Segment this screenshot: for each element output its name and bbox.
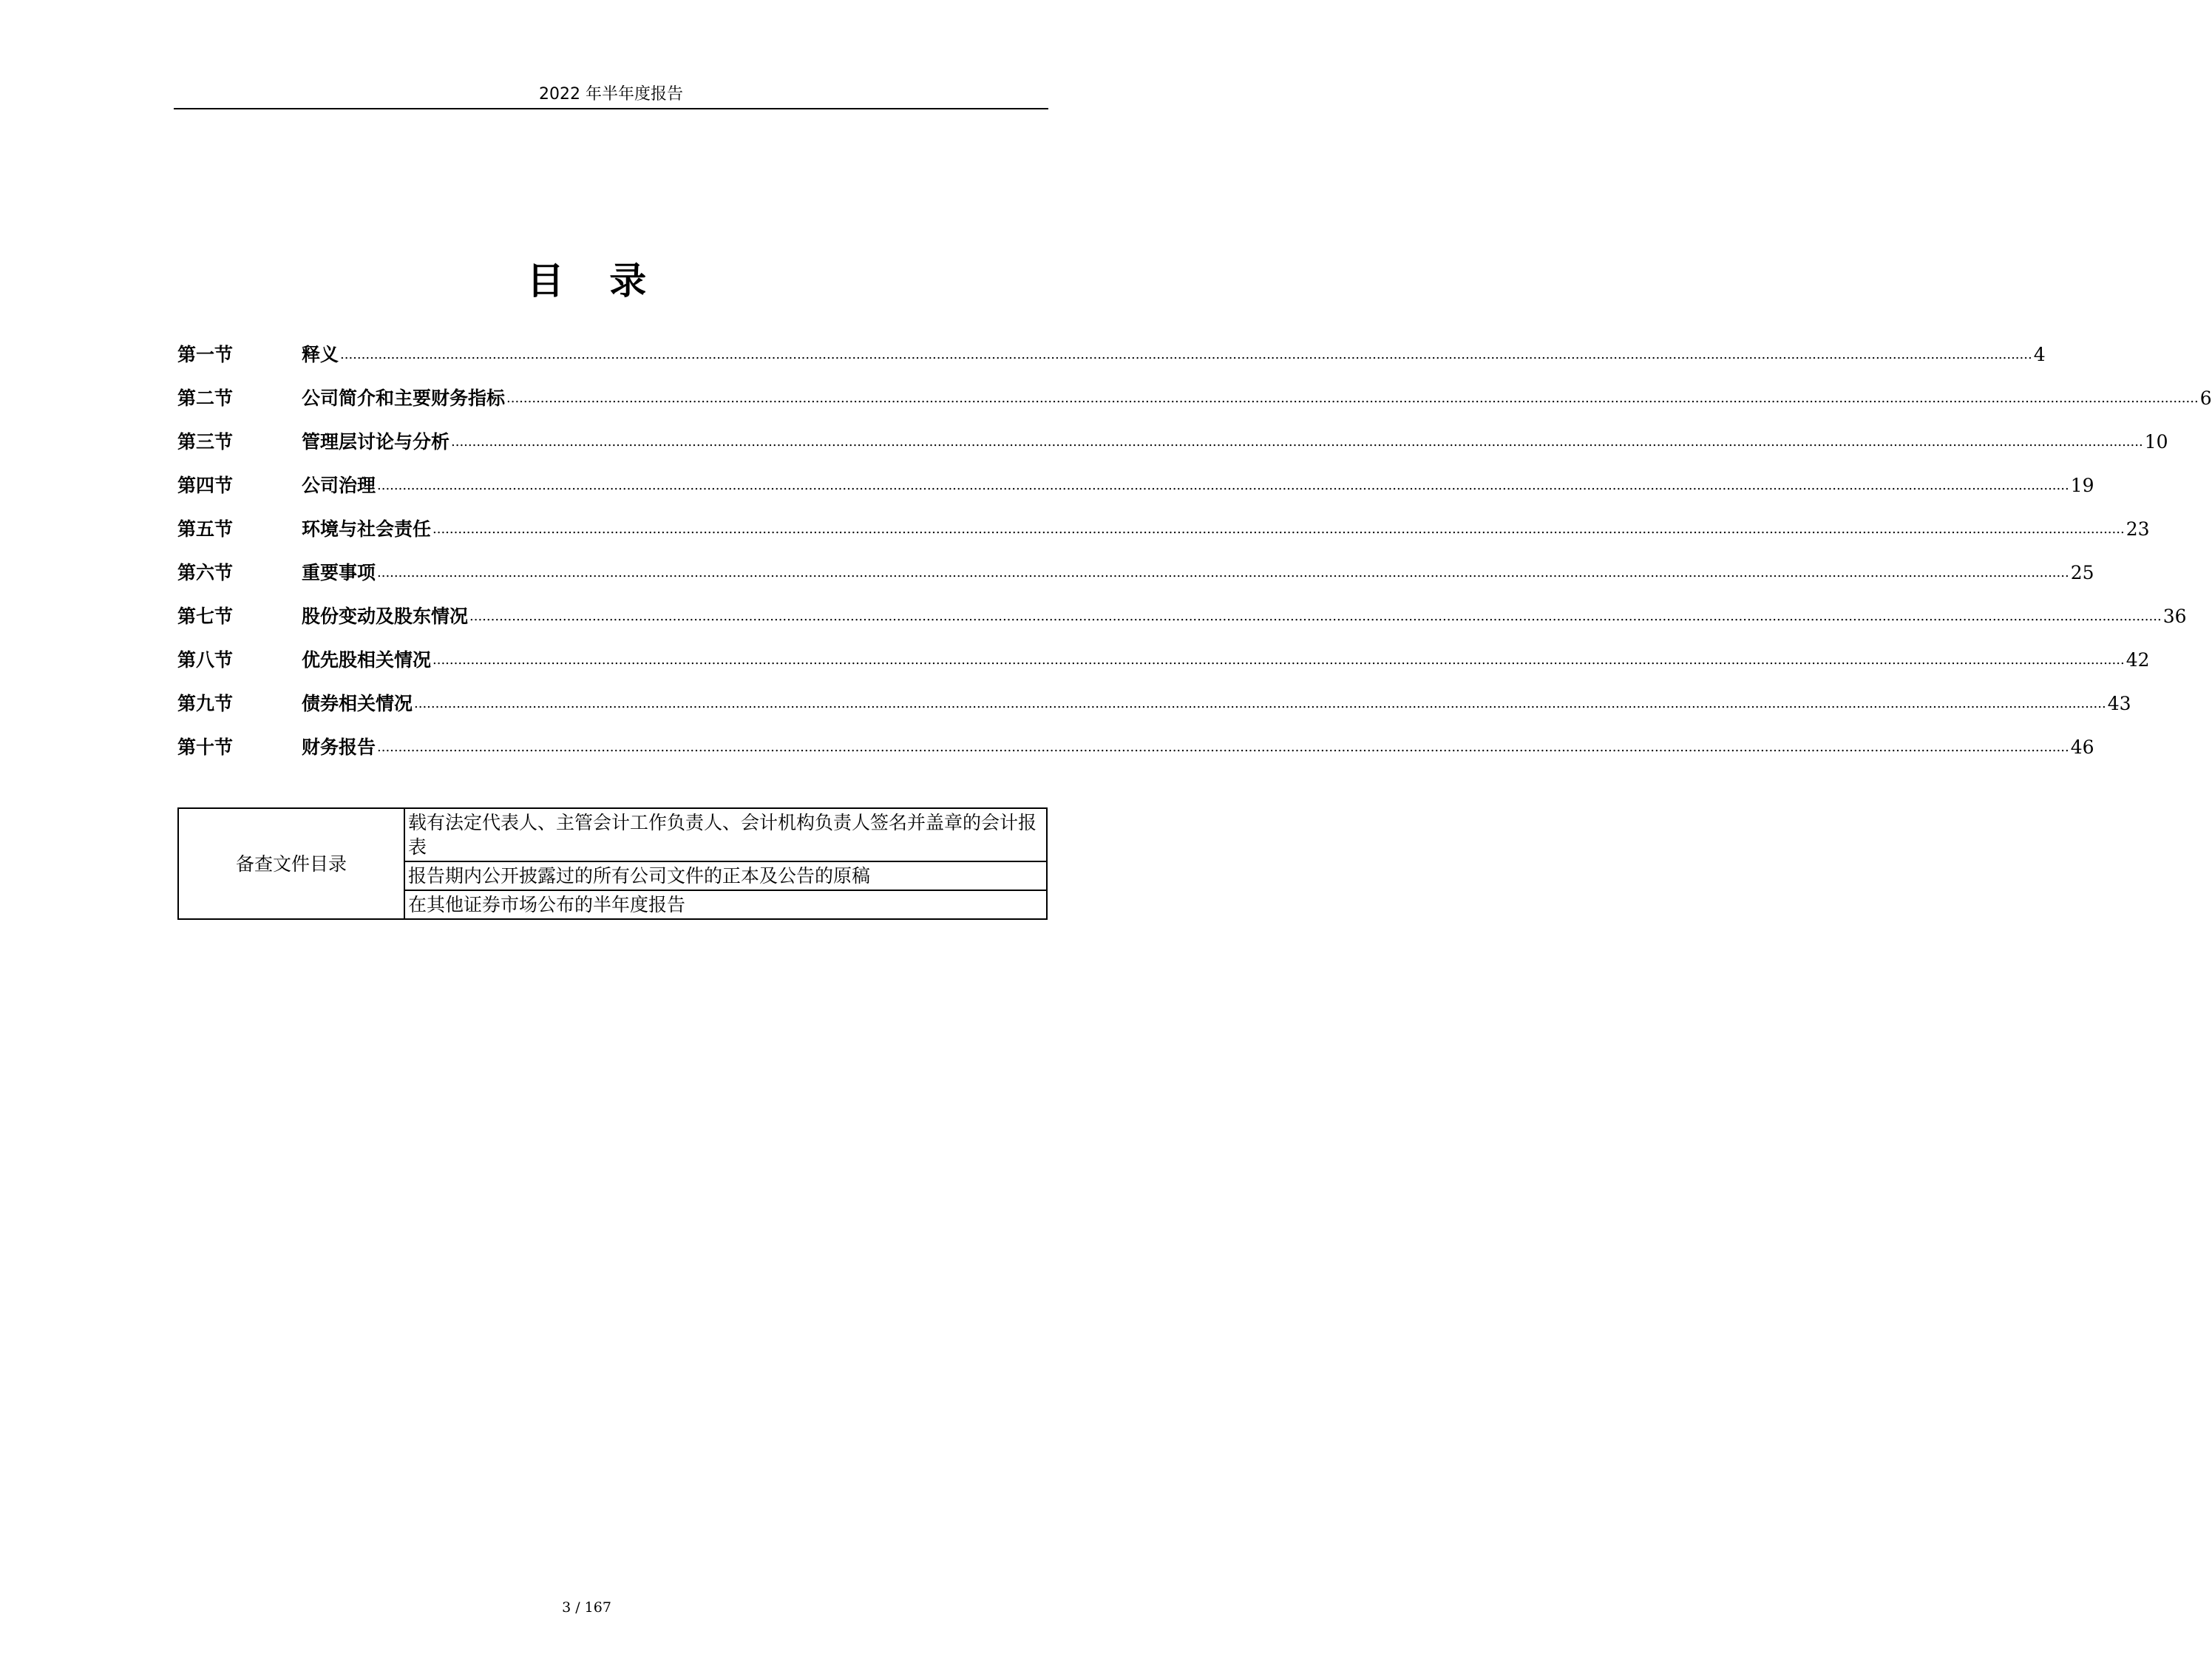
- reference-file-item: 载有法定代表人、主管会计工作负责人、会计机构负责人签名并盖章的会计报表: [404, 808, 1047, 861]
- toc-dot-leader: ................................................................................................................................................................................................................................................................................................................................................................................................................: [432, 521, 2125, 537]
- report-title: 2022 年半年度报告: [539, 85, 683, 104]
- toc-title: 目 录: [526, 260, 663, 302]
- toc-section: 第九节: [177, 693, 234, 714]
- reference-files-table: [177, 807, 1048, 920]
- toc-entry-name: 优先股相关情况: [302, 649, 432, 671]
- toc-section: 第六节: [177, 562, 234, 583]
- toc-entry-3[interactable]: [177, 413, 2168, 456]
- toc-dot-leader: ................................................................................................................................................................................................................................................................................................................................................................................................................: [377, 478, 2069, 493]
- table-of-contents: [177, 325, 2212, 762]
- page-header: [174, 81, 1048, 109]
- reference-files-label: 备查文件目录: [178, 808, 404, 919]
- toc-section: 第三节: [177, 431, 234, 453]
- toc-entry-9[interactable]: [177, 674, 2131, 718]
- toc-page-number: 46: [2070, 736, 2094, 758]
- toc-entry-name: 重要事项: [302, 562, 376, 583]
- toc-page-number: 23: [2126, 518, 2150, 540]
- toc-section: 第七节: [177, 606, 234, 627]
- page-number: 3 / 167: [562, 1599, 611, 1616]
- toc-entry-name: 财务报告: [302, 736, 376, 758]
- toc-page-number: 25: [2070, 562, 2094, 583]
- toc-page-number: 19: [2070, 475, 2094, 496]
- toc-entry-name: 公司简介和主要财务指标: [302, 387, 506, 409]
- toc-dot-leader: ................................................................................................................................................................................................................................................................................................................................................................................................................: [377, 565, 2069, 580]
- toc-page-number: 36: [2162, 606, 2187, 627]
- toc-dot-leader: ................................................................................................................................................................................................................................................................................................................................................................................................................: [414, 696, 2106, 711]
- toc-entry-8[interactable]: [177, 631, 2150, 674]
- toc-entry-4[interactable]: [177, 456, 2094, 500]
- toc-dot-leader: ................................................................................................................................................................................................................................................................................................................................................................................................................: [506, 390, 2199, 406]
- reference-file-item: 在其他证券市场公布的半年度报告: [404, 890, 1047, 919]
- toc-dot-leader: ................................................................................................................................................................................................................................................................................................................................................................................................................: [377, 739, 2069, 755]
- toc-dot-leader: ................................................................................................................................................................................................................................................................................................................................................................................................................: [432, 652, 2125, 668]
- toc-entry-1[interactable]: [177, 325, 2046, 369]
- toc-section: 第八节: [177, 649, 234, 671]
- toc-section: 第四节: [177, 475, 234, 496]
- toc-entry-name: 释义: [302, 344, 339, 365]
- toc-dot-leader: ................................................................................................................................................................................................................................................................................................................................................................................................................: [469, 609, 2162, 624]
- toc-entry-name: 环境与社会责任: [302, 518, 432, 540]
- toc-entry-name: 公司治理: [302, 475, 376, 496]
- toc-page-number: 10: [2144, 431, 2168, 453]
- toc-section: 第一节: [177, 344, 234, 365]
- reference-file-item: 报告期内公开披露过的所有公司文件的正本及公告的原稿: [404, 861, 1047, 890]
- toc-section: 第二节: [177, 387, 234, 409]
- toc-entry-name: 管理层讨论与分析: [302, 431, 450, 453]
- toc-entry-10[interactable]: [177, 718, 2094, 762]
- toc-dot-leader: ................................................................................................................................................................................................................................................................................................................................................................................................................: [451, 434, 2143, 450]
- toc-page-number: 6: [2199, 387, 2212, 409]
- toc-dot-leader: ................................................................................................................................................................................................................................................................................................................................................................................................................: [340, 347, 2032, 362]
- toc-entry-5[interactable]: [177, 500, 2150, 543]
- toc-entry-name: 债券相关情况: [302, 693, 413, 714]
- toc-section: 第五节: [177, 518, 234, 540]
- toc-page-number: 42: [2126, 649, 2150, 671]
- toc-page-number: 43: [2107, 693, 2131, 714]
- toc-entry-6[interactable]: [177, 543, 2094, 587]
- toc-entry-2[interactable]: [177, 369, 2212, 413]
- toc-section: 第十节: [177, 736, 234, 758]
- table-row: [178, 808, 1047, 861]
- toc-page-number: 4: [2033, 344, 2046, 365]
- toc-entry-name: 股份变动及股东情况: [302, 606, 469, 627]
- toc-entry-7[interactable]: [177, 587, 2187, 631]
